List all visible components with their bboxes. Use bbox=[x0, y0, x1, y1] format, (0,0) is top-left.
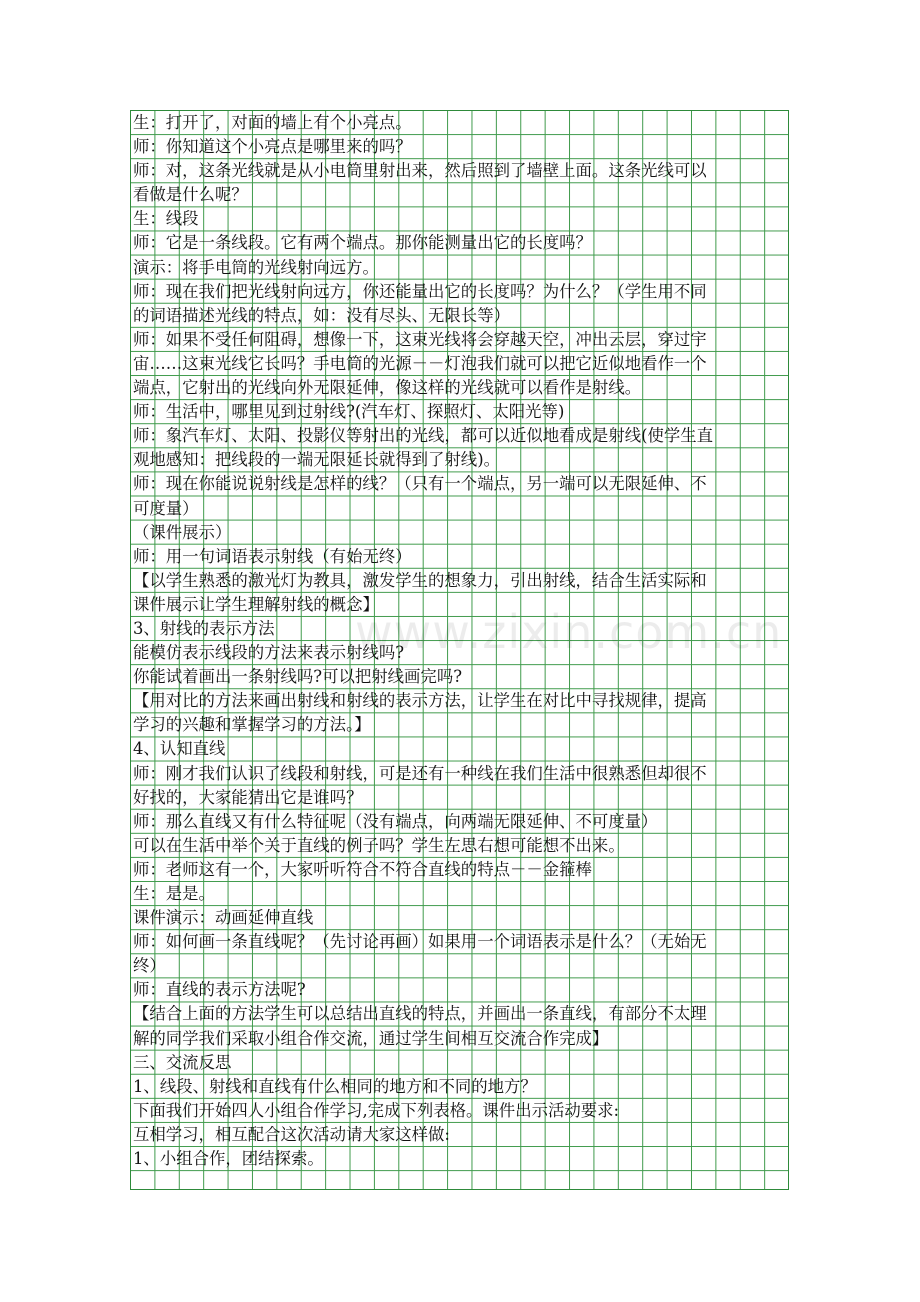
text-line: 观地感知：把线段的一端无限延长就得到了射线)。 bbox=[133, 450, 500, 470]
text-line: 师：你知道这个小亮点是哪里来的吗？ bbox=[133, 137, 412, 157]
text-line: 师：直线的表示方法呢? bbox=[133, 980, 306, 1000]
text-line: 三、交流反思 bbox=[133, 1052, 232, 1072]
text-line: 师：现在你能说说射线是怎样的线？（只有一个端点，另一端可以无限延伸、不 bbox=[133, 474, 707, 494]
text-line: 你能试着画出一条射线吗?可以把射线画完吗? bbox=[133, 667, 462, 687]
text-line: 【结合上面的方法学生可以总结出直线的特点，并画出一条直线，有部分不太理 bbox=[133, 1004, 707, 1024]
text-line: 师：如何画一条直线呢？（先讨论再画）如果用一个词语表示是什么？（无始无 bbox=[133, 932, 707, 952]
text-line: 【用对比的方法来画出射线和射线的表示方法，让学生在对比中寻找规律，提高 bbox=[133, 691, 707, 711]
text-line: 互相学习，相互配合这次活动请大家这样做: bbox=[133, 1124, 450, 1144]
text-line: 师：对，这条光线就是从小电筒里射出来，然后照到了墙壁上面。这条光线可以 bbox=[133, 161, 707, 181]
text-line: 课件展示让学生理解射线的概念】 bbox=[133, 594, 379, 614]
text-line: 可以在生活中举个关于直线的例子吗？学生左思右想可能想不出来。 bbox=[133, 835, 625, 855]
text-line: 解的同学我们采取小组合作交流，通过学生间相互交流合作完成】 bbox=[133, 1028, 609, 1048]
text-line: 下面我们开始四人小组合作学习,完成下列表格。课件出示活动要求: bbox=[133, 1100, 620, 1120]
lesson-text-lines bbox=[131, 111, 788, 1171]
text-line: 生：线段 bbox=[133, 209, 199, 229]
text-line: （课件展示） bbox=[133, 522, 232, 542]
text-line: 师：用一句词语表示射线（有始无终） bbox=[133, 546, 412, 566]
text-line: 生：是是。 bbox=[133, 884, 215, 903]
text-line: 师：生活中，哪里见到过射线?(汽车灯、探照灯、太阳光等) bbox=[133, 402, 565, 422]
text-line: 看做是什么呢？ bbox=[133, 185, 248, 205]
text-line: 可度量） bbox=[133, 498, 199, 518]
text-line: 师：那么直线又有什么特征呢（没有端点，向两端无限延伸、不可度量） bbox=[133, 811, 658, 831]
text-line: 能模仿表示线段的方法来表示射线吗? bbox=[133, 643, 405, 663]
text-line: 师：象汽车灯、太阳、投影仪等射出的光线，都可以近似地看成是射线(使学生直 bbox=[133, 426, 714, 446]
text-line: 课件演示：动画延伸直线 bbox=[133, 908, 314, 928]
text-line: 终） bbox=[133, 956, 166, 976]
text-line: 师：如果不受任何阻碍，想像一下，这束光线将会穿越天空，冲出云层，穿过宇 bbox=[133, 329, 707, 349]
text-line: 师：现在我们把光线射向远方，你还能量出它的长度吗？为什么？（学生用不同 bbox=[133, 281, 707, 301]
text-line: 生：打开了，对面的墙上有个小亮点。 bbox=[133, 113, 412, 132]
text-line: 学习的兴趣和掌握学习的方法。】 bbox=[133, 715, 371, 735]
text-line: 师：老师这有一个，大家听听符合不符合直线的特点－－金箍棒 bbox=[133, 859, 592, 879]
text-line: 1、小组合作，团结探索。 bbox=[133, 1149, 324, 1169]
text-line: 宙……这束光线它长吗？手电筒的光源－－灯泡我们就可以把它近似地看作一个 bbox=[133, 353, 707, 373]
text-line: 1、线段、射线和直线有什么相同的地方和不同的地方？ bbox=[133, 1076, 537, 1096]
text-line: 4、认知直线 bbox=[133, 739, 226, 759]
lesson-plan-page bbox=[130, 110, 789, 1190]
text-line: 好找的，大家能猜出它是谁吗？ bbox=[133, 787, 363, 807]
text-line: 端点，它射出的光线向外无限延伸，像这样的光线就可以看作是射线。 bbox=[133, 378, 642, 398]
text-line: 师：刚才我们认识了线段和射线，可是还有一种线在我们生活中很熟悉但却很不 bbox=[133, 763, 707, 783]
text-line: 【以学生熟悉的激光灯为教具，激发学生的想象力，引出射线，结合生活实际和 bbox=[133, 570, 707, 590]
text-line: 的词语描述光线的特点，如：没有尽头、无限长等） bbox=[133, 305, 510, 325]
text-line: 师：它是一条线段。它有两个端点。那你能测量出它的长度吗？ bbox=[133, 233, 592, 253]
text-line: 演示：将手电筒的光线射向远方。 bbox=[133, 257, 379, 277]
text-line: 3、射线的表示方法 bbox=[133, 618, 275, 638]
